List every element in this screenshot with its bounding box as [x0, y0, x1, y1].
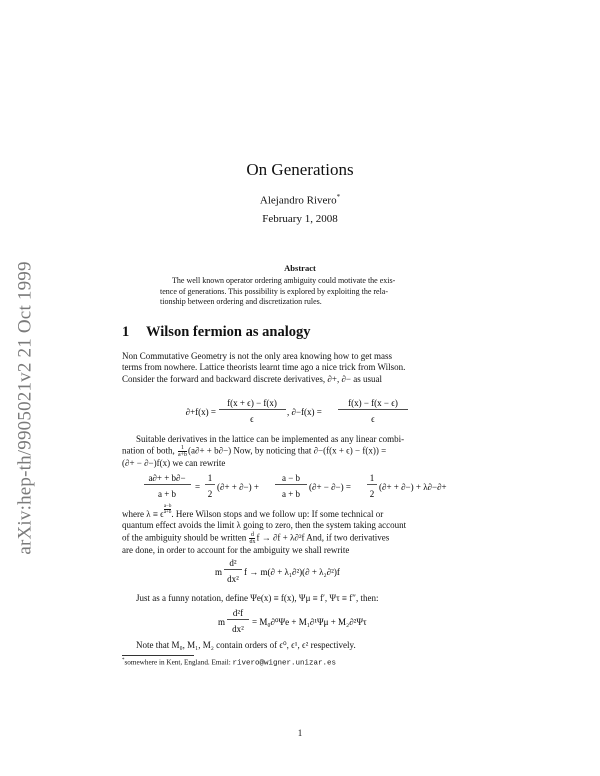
author-line [0, 193, 600, 207]
text-line: terms from nowhere. Lattice theorists learnt time ago a nice trick from Wilson. [122, 362, 406, 373]
footnote-text: somewhere in Kent, England. Email: [124, 658, 233, 667]
inline-frac-den: dx [249, 538, 256, 545]
eq1-lhs-minus: , ∂−f(x) = [287, 407, 322, 417]
inline-frac-num: d [250, 531, 254, 538]
paper-date: February 1, 2008 [262, 213, 338, 225]
eq1-den-plus: ϵ [250, 414, 254, 424]
text-line: quantum effect avoids the limit λ going to zero, then the system taking account [122, 520, 407, 531]
text-line: Suitable derivatives in the lattice can be implemented as any linear combi- [136, 434, 405, 444]
eq4-num: d²f [232, 608, 244, 618]
text-line: Note that M₀, M₁, M₂ contain orders of ϵ⁰, ϵ¹, ϵ² respectively. [136, 640, 356, 650]
eq3-rest: f → m(∂ + λ₁∂²)(∂ + λ₂∂²)f [244, 567, 340, 577]
paragraph-2 [122, 434, 478, 470]
eq2-mid2: (∂+ − ∂−) = [309, 482, 351, 492]
section-title: Wilson fermion as analogy [146, 324, 311, 340]
inline-frac-den: a+b [178, 452, 188, 459]
page-number: 1 [297, 728, 303, 738]
text-fragment: nation of both, [122, 445, 175, 456]
abstract-heading: Abstract [284, 263, 316, 273]
text-fragment: where λ ≡ ϵ [122, 509, 164, 519]
abstract-line: tionship between ordering and discretization rules. [160, 297, 322, 306]
paragraph-3 [122, 504, 478, 556]
text-line: Non Commutative Geometry is not the only area knowing how to get mass [122, 351, 392, 361]
footnote-mark: * [122, 658, 125, 663]
eq1-num-plus: f(x + ϵ) − f(x) [227, 398, 277, 408]
inline-fraction [249, 532, 255, 545]
footnote [122, 658, 336, 667]
eq2-mid1: (∂+ + ∂−) + [217, 482, 259, 492]
abstract-body [160, 276, 440, 308]
inline-frac-num: 1 [178, 445, 187, 452]
text-fragment: . Here Wilson stops and we follow up: If some technical or [171, 509, 384, 519]
eq1-num-minus: f(x) − f(x − ϵ) [348, 398, 398, 408]
eq2-equals: = [195, 482, 201, 492]
abstract-line: The well known operator ordering ambiguity could motivate the exis- [172, 276, 396, 285]
equation-second-derivative [0, 555, 600, 589]
paper-title: On Generations [246, 160, 354, 179]
abstract-line: tence of generations. This possibility is explored by exploiting the rela- [160, 286, 389, 296]
eq2-half-num: 1 [207, 473, 213, 483]
text-fragment: (a∂+ + b∂−) Now, by noticing that ∂−(f(x + ϵ) − f(x)) = [188, 445, 387, 456]
text-line [122, 504, 478, 520]
paragraph-5 [122, 640, 478, 651]
author-name: Alejandro Rivero [259, 194, 337, 207]
text-line [122, 445, 478, 458]
eq2-half2-den: 2 [369, 489, 375, 499]
equation-generations [0, 605, 600, 639]
arxiv-id: arXiv:hep-th/9905021v2 21 Oct 1999 [15, 260, 36, 555]
eq2-den2: a + b [281, 489, 301, 499]
footnote-email: rivero@wigner.unizar.es [232, 659, 337, 668]
eq2-half2-num: 1 [369, 473, 375, 483]
eq1-lhs-plus: ∂+f(x) = [185, 407, 216, 417]
sup-frac-num: a−b [163, 504, 172, 509]
eq2-half-den: 2 [207, 489, 213, 499]
equation-wilson-split [0, 470, 600, 504]
eq2-num1: a∂+ + b∂− [148, 473, 186, 483]
sup-frac-den: a+b [163, 510, 172, 515]
footnote-rule [122, 655, 194, 656]
section-heading [122, 324, 310, 341]
text-line: Just as a funny notation, define Ψe(x) ≡ f(x), Ψμ ≡ f′, Ψτ ≡ f″, then: [136, 593, 379, 603]
eq4-den: dx² [232, 624, 244, 634]
text-fragment: of the ambiguity should be written [122, 532, 247, 543]
eq4-m: m [217, 617, 225, 627]
author-footnote-mark: * [336, 193, 341, 201]
eq3-den: dx² [227, 574, 239, 584]
text-line: (∂+ − ∂−)f(x) we can rewrite [122, 458, 226, 469]
eq3-m: m [214, 567, 222, 577]
text-line [122, 532, 478, 545]
eq1-den-minus: ϵ [371, 414, 375, 424]
paragraph-1 [122, 351, 478, 385]
section-number: 1 [122, 324, 130, 340]
eq4-rest: = M₀∂⁰Ψe + M₁∂¹Ψμ + M₂∂²Ψτ [252, 617, 367, 627]
paragraph-4 [122, 593, 478, 604]
eq2-tail: (∂+ + ∂−) + λ∂−∂+ [379, 482, 447, 492]
text-line: Consider the forward and backward discrete derivatives, ∂+, ∂− as usual [122, 373, 382, 384]
eq3-num: d² [229, 558, 237, 568]
eq2-num2: a − b [281, 473, 301, 483]
eq2-den1: a + b [157, 489, 177, 499]
text-fragment: f → ∂f + λ∂²f And, if two derivatives [256, 532, 390, 543]
text-line: are done, in order to account for the ambiguity we shall rewrite [122, 544, 350, 555]
inline-fraction [178, 445, 187, 458]
equation-derivatives [0, 395, 600, 429]
